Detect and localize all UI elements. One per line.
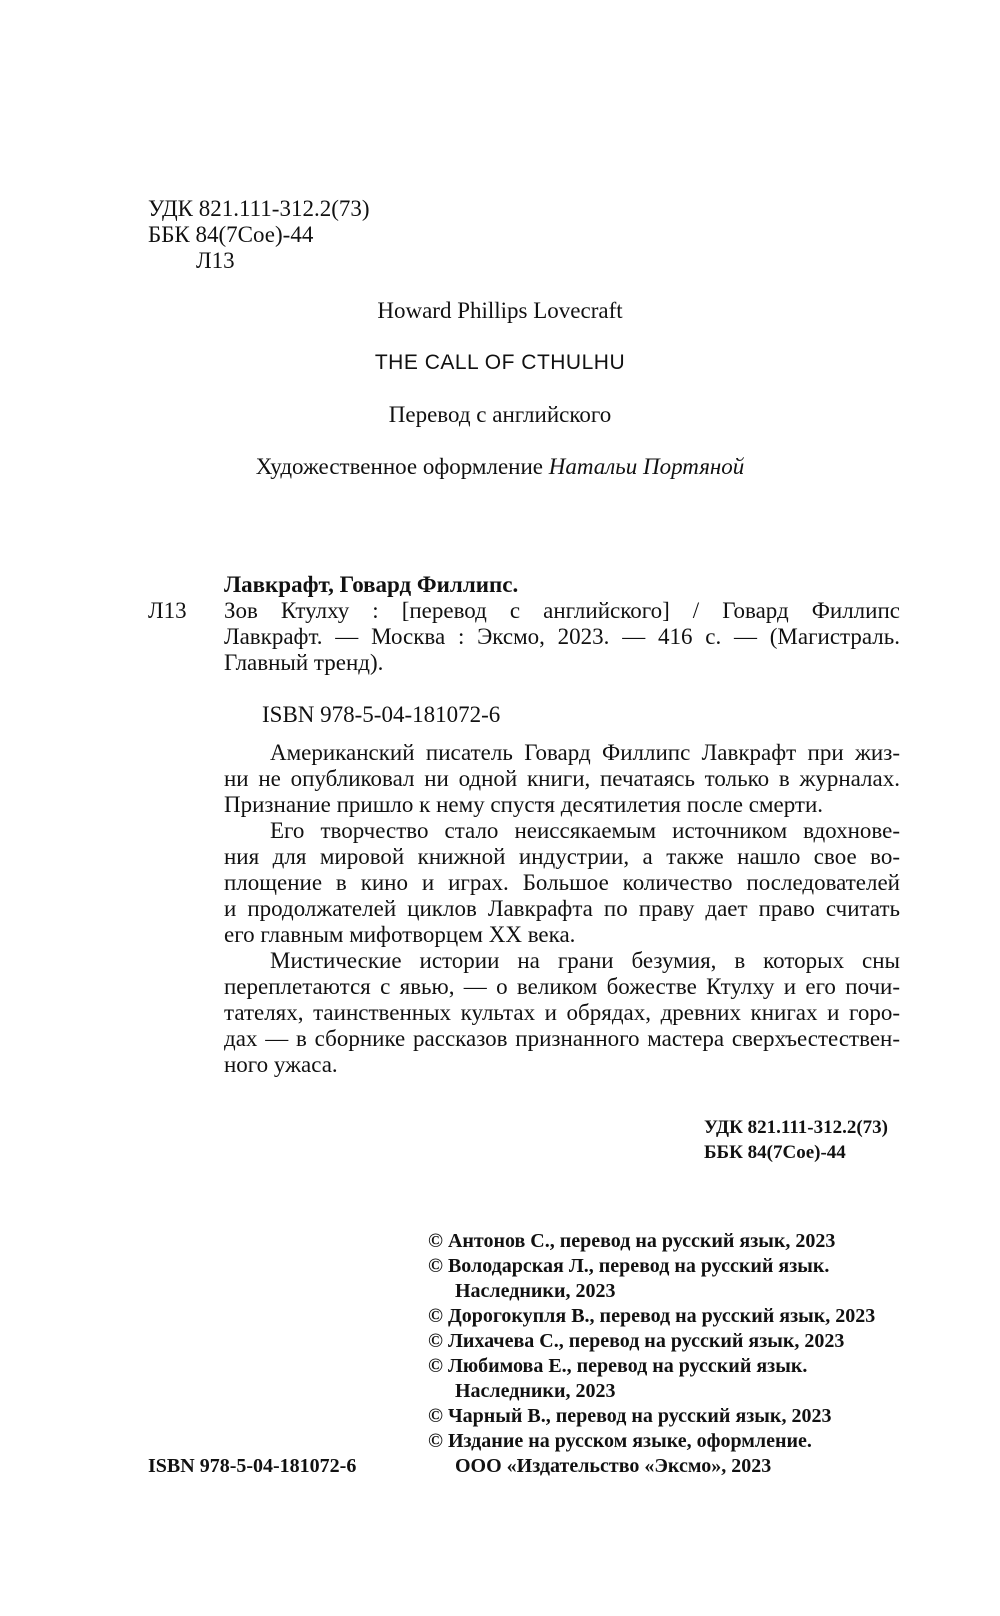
original-title: THE CALL OF CTHULHU [374,351,626,374]
original-author: Howard Phillips Lovecraft [377,298,623,323]
annotation-line: дах — в сборнике рассказов признанного мастера сверхъестествен- [224,1026,900,1051]
catalog-mark: Л13 [148,598,187,623]
bbk-code: ББК 84(7Сое)-44 [148,222,314,247]
annotation [224,740,900,1078]
copyright-line: Наследники, 2023 [455,1380,616,1402]
copyright-line: ООО «Издательство «Эксмо», 2023 [455,1455,772,1477]
isbn-bottom: ISBN 978-5-04-181072-6 [148,1455,357,1477]
catalog-entry [224,598,900,676]
catalog-entry-line: Лавкрафт. — Москва : Эксмо, 2023. — 416 с. — (Магистраль. [224,624,900,649]
author-mark: Л13 [196,248,235,273]
design-credit-name: Натальи Портяной [548,454,745,479]
annotation-line: ни не опубликовал ни одной книги, печатаясь только в журналах. [224,766,900,791]
udk-code-bottom: УДК 821.111-312.2(73) [704,1117,889,1138]
annotation-line: ного ужаса. [224,1052,338,1077]
copyright-line: © Любимова Е., перевод на русский язык. [428,1355,808,1377]
udk-code: УДК 821.111-312.2(73) [148,196,370,221]
annotation-line: его главным мифотворцем XX века. [224,922,576,947]
annotation-line: переплетаются с явью, — о великом божестве Ктулху и его почи- [224,974,900,999]
bbk-code-bottom: ББК 84(7Сое)-44 [704,1142,846,1163]
catalog-heading: Лавкрафт, Говард Филлипс. [224,572,519,597]
annotation-line: площение в кино и играх. Большое количество последователей [224,870,900,895]
copyright-line: Наследники, 2023 [455,1280,616,1302]
annotation-line: Признание пришло к нему спустя десятилетия после смерти. [224,792,824,817]
catalog-isbn: ISBN 978-5-04-181072-6 [262,702,501,727]
copyright-line: © Издание на русском языке, оформление. [428,1430,812,1452]
annotation-line: Американский писатель Говард Филлипс Лавкрафт при жиз- [270,740,900,765]
annotation-line: тателях, таинственных культах и обрядах, древних книгах и горо- [224,1000,900,1025]
copyright-line: © Володарская Л., перевод на русский язык. [428,1255,830,1277]
design-credit [0,454,1000,480]
annotation-line: ния для мировой книжной индустрии, а также нашло свое во- [224,844,900,869]
catalog-entry-line: Главный тренд). [224,650,384,675]
catalog-entry-line: Зов Ктулху : [перевод с английского] / Говард Филлипс [224,598,900,623]
annotation-line: Его творчество стало неиссякаемым источником вдохнове- [270,818,900,843]
translation-note: Перевод с английского [388,402,612,427]
design-credit-prefix: Художественное оформление [255,454,543,479]
copyright-line: © Чарный В., перевод на русский язык, 2023 [428,1405,832,1427]
copyright-list [428,1229,968,1479]
annotation-line: и продолжателей циклов Лавкрафта по праву дает право считать [224,896,900,921]
copyright-line: © Дорогокупля В., перевод на русский язык, 2023 [428,1305,876,1327]
annotation-line: Мистические истории на грани безумия, в которых сны [270,948,900,973]
copyright-line: © Лихачева С., перевод на русский язык, 2023 [428,1330,845,1352]
copyright-line: © Антонов С., перевод на русский язык, 2023 [428,1230,836,1252]
